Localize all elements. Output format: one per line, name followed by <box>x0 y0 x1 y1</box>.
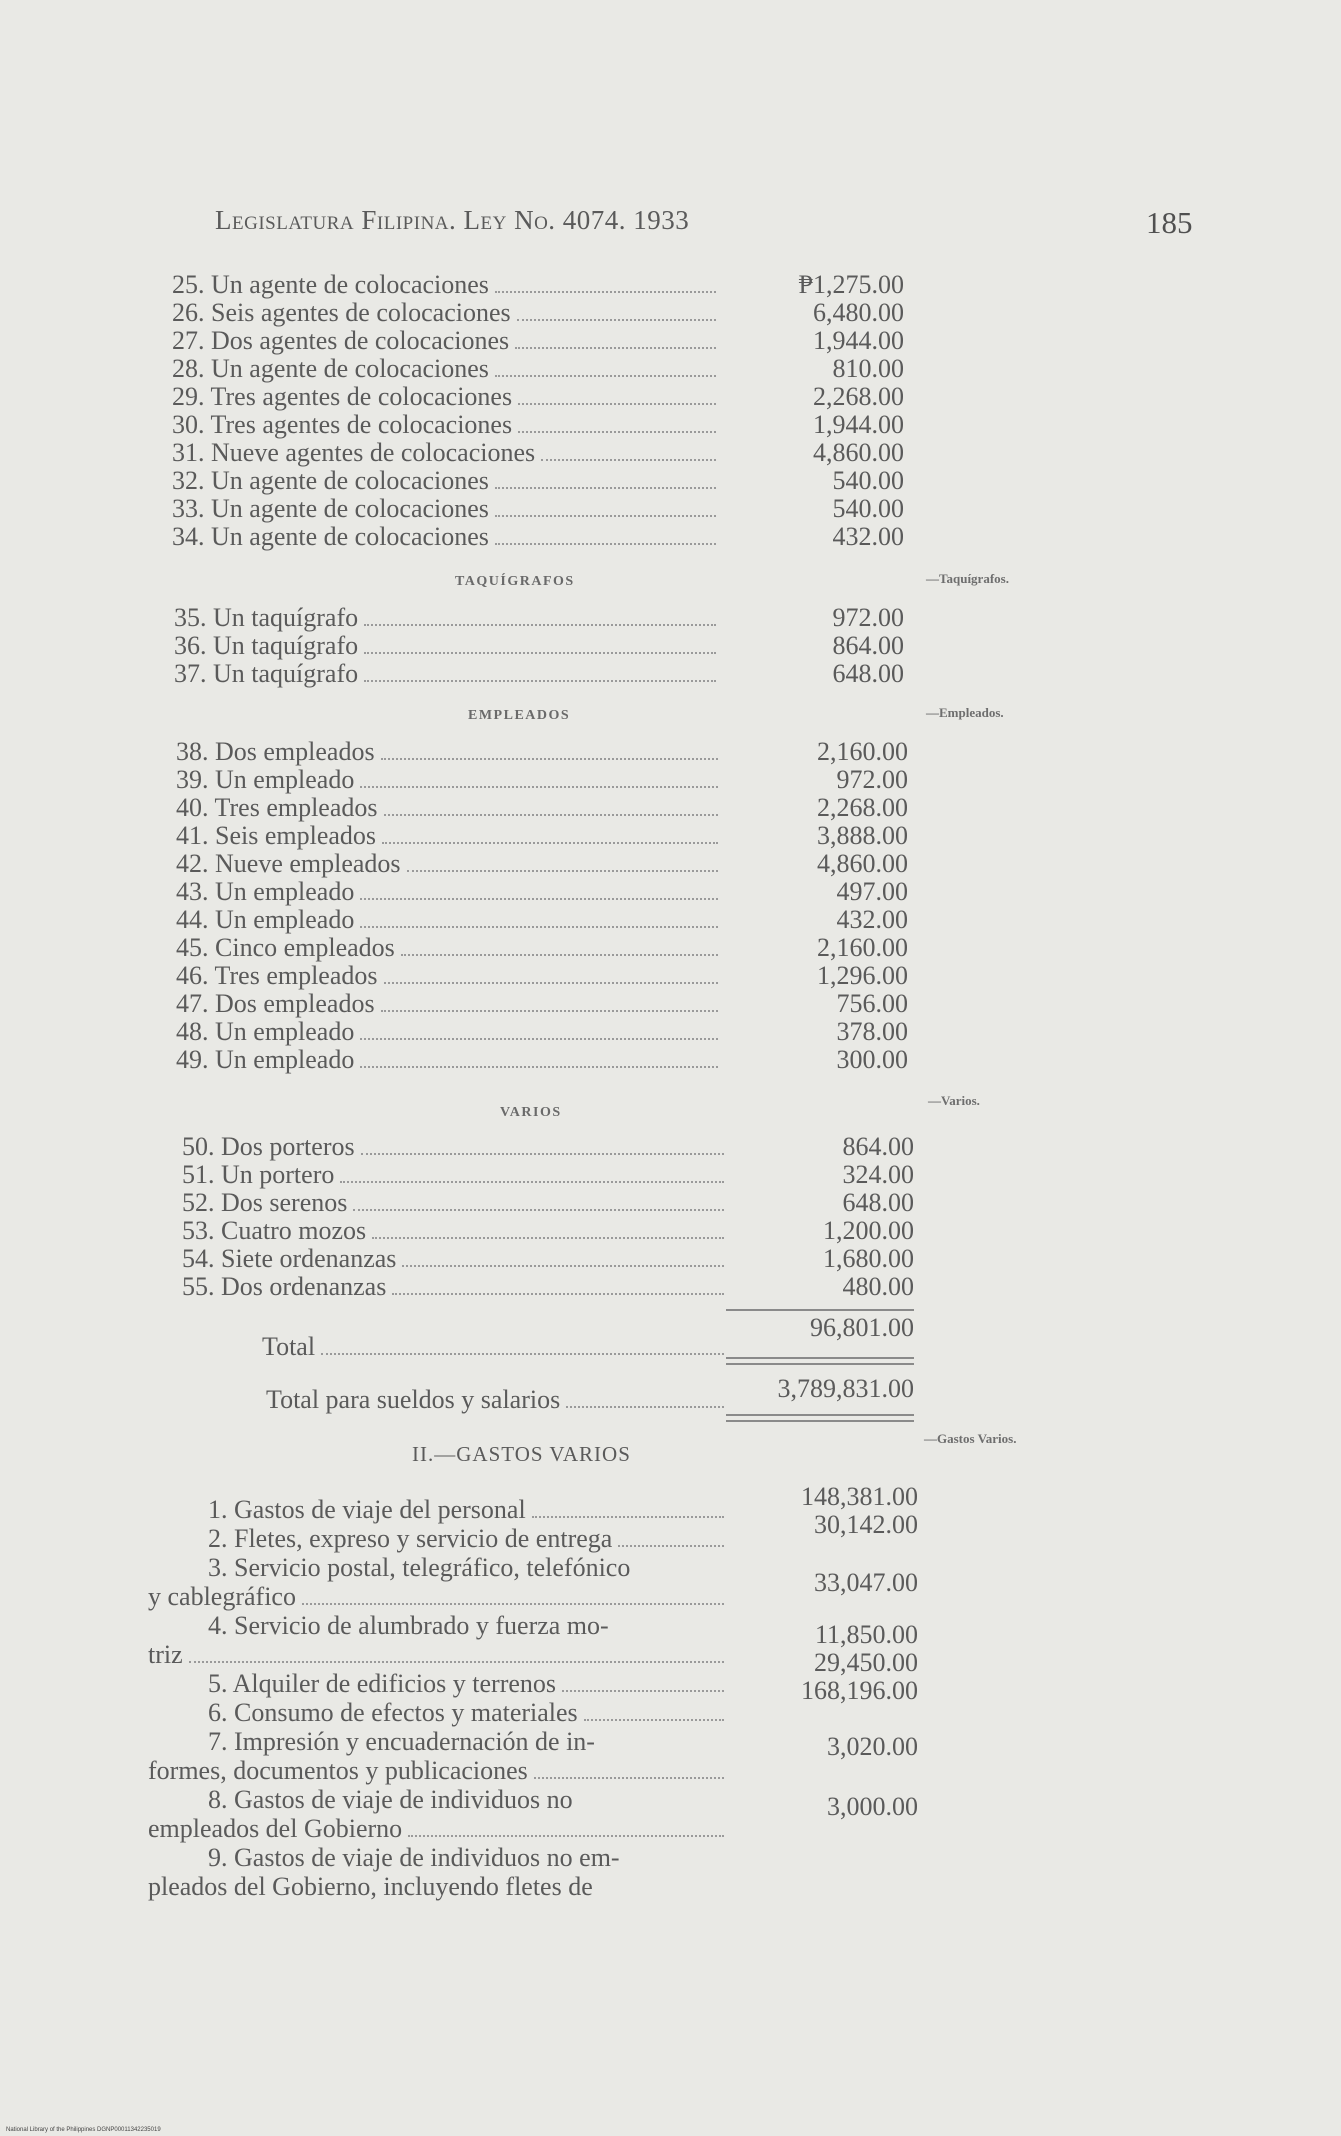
line-item-amount: 2,268.00 <box>813 382 904 411</box>
line-item <box>174 631 720 661</box>
leader-dots <box>584 1718 724 1721</box>
line-item-label: 28. Un agente de colocaciones <box>172 354 489 383</box>
section-heading-gastos-varios: II.—GASTOS VARIOS <box>412 1442 631 1466</box>
leader-dots <box>408 1834 724 1837</box>
line-item <box>176 737 722 767</box>
line-item-label: 29. Tres agentes de colocaciones <box>172 382 513 411</box>
scan-credit: National Library of the Philippines DGNP00011342235019 <box>6 2127 161 2133</box>
leader-dots <box>381 757 718 760</box>
line-item-amount: 324.00 <box>842 1160 914 1189</box>
leader-dots <box>407 869 718 872</box>
salaries-rule-double-1 <box>726 1414 914 1416</box>
line-item <box>182 1132 728 1162</box>
line-item-amount: 1,200.00 <box>823 1216 914 1245</box>
gastos-line-text: y cablegráfico <box>148 1582 296 1611</box>
line-item-amount: 4,860.00 <box>813 438 904 467</box>
gastos-line-text: 1. Gastos de viaje del personal <box>208 1495 526 1524</box>
gastos-amount: 29,450.00 <box>814 1648 918 1677</box>
gastos-amount: 3,020.00 <box>827 1732 918 1761</box>
gastos-line-text: 3. Servicio postal, telegráfico, telefónico <box>208 1553 631 1582</box>
section-heading-taquigrafos: TAQUÍGRAFOS <box>455 574 575 589</box>
line-item-label: 31. Nueve agentes de colocaciones <box>172 438 536 467</box>
leader-dots <box>495 514 716 517</box>
leader-dots <box>562 1689 724 1692</box>
line-item-amount: 497.00 <box>836 877 908 906</box>
line-item-label: 53. Cuatro mozos <box>182 1216 367 1245</box>
gastos-line <box>208 1524 728 1554</box>
line-item-label: 52. Dos serenos <box>182 1188 348 1217</box>
leader-dots <box>189 1660 724 1663</box>
section-heading-empleados: EMPLEADOS <box>468 708 571 723</box>
line-item-label: 25. Un agente de colocaciones <box>172 270 489 299</box>
leader-dots <box>517 318 716 321</box>
line-item-label: 46. Tres empleados <box>176 961 378 990</box>
line-item-amount: 378.00 <box>836 1017 908 1046</box>
line-item-label: 49. Un empleado <box>176 1045 355 1074</box>
leader-dots <box>372 1236 724 1239</box>
leader-dots <box>360 1037 718 1040</box>
side-note-empleados: —Empleados. <box>926 705 1004 720</box>
gastos-line-text: 5. Alquiler de edificios y terrenos <box>208 1669 557 1698</box>
gastos-line <box>148 1872 728 1902</box>
leader-dots <box>364 651 716 654</box>
line-item-label: 55. Dos ordenanzas <box>182 1272 387 1301</box>
line-item-amount: 1,944.00 <box>813 326 904 355</box>
gastos-amount: 33,047.00 <box>814 1568 918 1597</box>
line-item-label: 36. Un taquígrafo <box>174 631 359 660</box>
leader-dots <box>495 374 716 377</box>
leader-dots <box>360 897 718 900</box>
section-heading-varios: VARIOS <box>500 1105 562 1120</box>
leader-dots <box>566 1405 724 1408</box>
line-item-amount: 810.00 <box>832 354 904 383</box>
gastos-line <box>148 1640 728 1670</box>
leader-dots <box>360 1065 718 1068</box>
line-item-amount: 480.00 <box>842 1272 914 1301</box>
line-item <box>182 1244 728 1274</box>
side-note-varios: —Varios. <box>928 1093 980 1108</box>
gastos-line-text: formes, documentos y publicaciones <box>148 1756 528 1785</box>
line-item <box>172 382 720 412</box>
gastos-line <box>208 1843 728 1873</box>
leader-dots <box>541 458 716 461</box>
gastos-line-text: 6. Consumo de efectos y materiales <box>208 1698 578 1727</box>
line-item <box>176 793 722 823</box>
line-item <box>176 933 722 963</box>
line-item-amount: 432.00 <box>832 522 904 551</box>
line-item-label: 40. Tres empleados <box>176 793 378 822</box>
line-item <box>172 354 720 384</box>
leader-dots <box>360 785 718 788</box>
total-amount: 96,801.00 <box>810 1313 914 1342</box>
gastos-line <box>208 1669 728 1699</box>
leader-dots <box>402 1264 724 1267</box>
gastos-line <box>208 1698 728 1728</box>
leader-dots <box>518 402 716 405</box>
line-item-label: 42. Nueve empleados <box>176 849 401 878</box>
leader-dots <box>532 1515 724 1518</box>
gastos-line <box>208 1785 728 1815</box>
line-item-label: 32. Un agente de colocaciones <box>172 466 489 495</box>
leader-dots <box>384 813 719 816</box>
leader-dots <box>384 981 719 984</box>
leader-dots <box>495 486 716 489</box>
leader-dots <box>392 1292 724 1295</box>
line-item <box>172 270 720 300</box>
leader-dots <box>382 841 718 844</box>
line-item-amount: 300.00 <box>836 1045 908 1074</box>
gastos-line <box>148 1756 728 1786</box>
leader-dots <box>495 290 716 293</box>
line-item <box>172 438 720 468</box>
line-item-amount: 540.00 <box>832 494 904 523</box>
line-item-label: 43. Un empleado <box>176 877 355 906</box>
gastos-line <box>208 1727 728 1757</box>
total-rule-double-1 <box>726 1357 914 1359</box>
gastos-line <box>208 1553 728 1583</box>
line-item <box>174 659 720 689</box>
line-item-amount: 4,860.00 <box>817 849 908 878</box>
line-item-amount: 6,480.00 <box>813 298 904 327</box>
line-item-label: 30. Tres agentes de colocaciones <box>172 410 513 439</box>
line-item <box>176 849 722 879</box>
line-item <box>172 494 720 524</box>
total-label: Total <box>262 1332 316 1361</box>
line-item-amount: 864.00 <box>832 631 904 660</box>
leader-dots <box>353 1208 724 1211</box>
line-item <box>176 821 722 851</box>
line-item-amount: 648.00 <box>832 659 904 688</box>
line-item-label: 34. Un agente de colocaciones <box>172 522 489 551</box>
gastos-line-text: 8. Gastos de viaje de individuos no <box>208 1785 573 1814</box>
line-item-amount: 540.00 <box>832 466 904 495</box>
line-item-amount: 3,888.00 <box>817 821 908 850</box>
line-item <box>172 326 720 356</box>
leader-dots <box>364 623 716 626</box>
leader-dots <box>364 679 716 682</box>
line-item-label: 26. Seis agentes de colocaciones <box>172 298 511 327</box>
gastos-amount: 30,142.00 <box>814 1510 918 1539</box>
gastos-amount: 168,196.00 <box>801 1676 918 1705</box>
line-item <box>182 1272 728 1302</box>
leader-dots <box>360 925 718 928</box>
line-item-amount: 1,680.00 <box>823 1244 914 1273</box>
line-item <box>176 989 722 1019</box>
line-item-label: 39. Un empleado <box>176 765 355 794</box>
line-item-amount: 432.00 <box>836 905 908 934</box>
line-item-label: 37. Un taquígrafo <box>174 659 359 688</box>
leader-dots <box>618 1544 724 1547</box>
line-item-label: 45. Cinco empleados <box>176 933 395 962</box>
side-note-taquigrafos: —Taquígrafos. <box>926 571 1009 586</box>
line-item-label: 35. Un taquígrafo <box>174 603 359 632</box>
page-number: 185 <box>1146 205 1193 240</box>
total-row <box>262 1332 728 1362</box>
gastos-line <box>148 1582 728 1612</box>
line-item <box>176 905 722 935</box>
line-item-label: 38. Dos empleados <box>176 737 375 766</box>
line-item-amount: 2,268.00 <box>817 793 908 822</box>
total-rule-double-2 <box>726 1363 914 1365</box>
line-item-amount: 972.00 <box>832 603 904 632</box>
line-item <box>174 603 720 633</box>
salaries-rule-double-2 <box>726 1420 914 1422</box>
line-item <box>172 410 720 440</box>
line-item-amount: 2,160.00 <box>817 737 908 766</box>
line-item-amount: 972.00 <box>836 765 908 794</box>
gastos-line-text: triz <box>148 1640 183 1669</box>
line-item <box>176 1045 722 1075</box>
leader-dots <box>361 1152 724 1155</box>
line-item-amount: 756.00 <box>836 989 908 1018</box>
line-item-amount: 648.00 <box>842 1188 914 1217</box>
gastos-line <box>208 1611 728 1641</box>
line-item-amount: 864.00 <box>842 1132 914 1161</box>
gastos-line-text: 7. Impresión y encuadernación de in- <box>208 1727 595 1756</box>
line-item-label: 54. Siete ordenanzas <box>182 1244 397 1273</box>
line-item-label: 27. Dos agentes de colocaciones <box>172 326 510 355</box>
leader-dots <box>518 430 716 433</box>
line-item <box>176 765 722 795</box>
running-head: Legislatura Filipina. Ley No. 4074. 1933 <box>215 205 690 235</box>
line-item-amount: 1,944.00 <box>813 410 904 439</box>
gastos-amount: 148,381.00 <box>801 1482 918 1511</box>
gastos-line-text: 4. Servicio de alumbrado y fuerza mo- <box>208 1611 609 1640</box>
line-item <box>176 1017 722 1047</box>
line-item-label: 51. Un portero <box>182 1160 335 1189</box>
gastos-amount: 3,000.00 <box>827 1792 918 1821</box>
line-item <box>176 961 722 991</box>
leader-dots <box>302 1602 724 1605</box>
salaries-total-row <box>266 1385 728 1415</box>
line-item-label: 48. Un empleado <box>176 1017 355 1046</box>
line-item-label: 41. Seis empleados <box>176 821 377 850</box>
leader-dots <box>534 1776 724 1779</box>
gastos-line-text: empleados del Gobierno <box>148 1814 403 1843</box>
line-item-amount: 1,296.00 <box>817 961 908 990</box>
line-item-label: 33. Un agente de colocaciones <box>172 494 489 523</box>
gastos-line-text: pleados del Gobierno, incluyendo fletes de <box>148 1872 593 1901</box>
line-item <box>172 522 720 552</box>
line-item <box>182 1216 728 1246</box>
line-item <box>182 1160 728 1190</box>
gastos-line-text: 9. Gastos de viaje de individuos no em- <box>208 1843 620 1872</box>
gastos-line <box>148 1814 728 1844</box>
line-item <box>172 298 720 328</box>
leader-dots <box>381 1009 718 1012</box>
line-item-label: 47. Dos empleados <box>176 989 375 1018</box>
salaries-total-label: Total para sueldos y salarios <box>266 1385 561 1414</box>
line-item-label: 50. Dos porteros <box>182 1132 355 1161</box>
leader-dots <box>340 1180 724 1183</box>
line-item-amount: 2,160.00 <box>817 933 908 962</box>
leader-dots <box>321 1352 724 1355</box>
side-note-gastos-varios: —Gastos Varios. <box>924 1431 1017 1446</box>
gastos-line <box>208 1495 728 1525</box>
leader-dots <box>495 542 716 545</box>
gastos-amount: 11,850.00 <box>814 1620 918 1649</box>
leader-dots <box>515 346 716 349</box>
line-item <box>182 1188 728 1218</box>
leader-dots <box>401 953 718 956</box>
total-rule-top <box>726 1309 914 1311</box>
salaries-total-amount: 3,789,831.00 <box>777 1374 914 1403</box>
line-item-amount: ₱1,275.00 <box>798 270 904 299</box>
line-item-label: 44. Un empleado <box>176 905 355 934</box>
gastos-line-text: 2. Fletes, expreso y servicio de entrega <box>208 1524 613 1553</box>
line-item <box>172 466 720 496</box>
line-item <box>176 877 722 907</box>
